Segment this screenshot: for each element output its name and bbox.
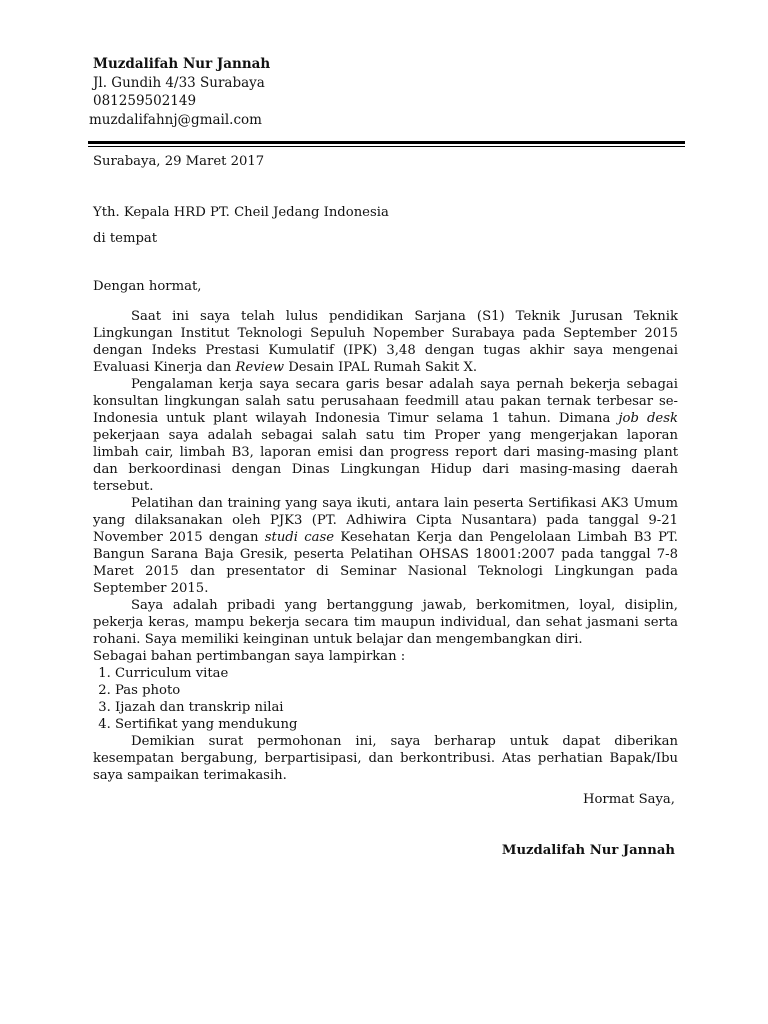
sender-phone: 081259502149 — [93, 93, 197, 109]
paragraph-experience-end: pekerjaan saya adalah sebagai salah satu tim Proper yang mengerjakan laporan limbah cair, limbah B3, laporan emisi dan progress report dari masing-masing plant dan berkoordinasi dengan Dinas Lingkungan Hidup dari masing-masing daerah tersebut. — [93, 428, 678, 494]
list-item: 4. Sertifikat yang mendukung — [115, 716, 678, 733]
closing-phrase: Hormat Saya, — [582, 792, 675, 807]
paragraph-education-text: Saat ini saya telah lulus pendidikan Sarjana (S1) Teknik Jurusan Teknik Lingkungan Institut Teknologi Sepuluh Nopember Surabaya pada September 2015 dengan Indeks Prestasi Kumulatif (IPK) 3,48 dengan tugas akhir saya mengenai Evaluasi Kinerja dan — [93, 309, 678, 375]
sender-header — [89, 55, 693, 129]
sender-address: Jl. Gundih 4/33 Surabaya — [93, 74, 265, 91]
list-item: 2. Pas photo — [115, 682, 678, 699]
paragraph-education — [93, 308, 678, 376]
list-item: 3. Ijazah dan transkrip nilai — [115, 699, 678, 716]
recipient-line-2: di tempat — [93, 231, 158, 246]
paragraph-education-italic: Review — [235, 360, 284, 375]
sender-name: Muzdalifah Nur Jannah — [93, 56, 271, 72]
paragraph-training-end: Kesehatan Kerja dan Pengelolaan Limbah B3 PT. Bangun Sarana Baja Gresik, peserta Pelatihan OHSAS 18001:2007 pada tanggal 7-8 Maret 2015 dan presentator di Seminar Nasional Teknologi Lingkungan pada September 2015. — [93, 530, 679, 596]
letter-body — [93, 308, 678, 784]
paragraph-closing: Demikian surat permohonan ini, saya berharap untuk dapat diberikan kesempatan bergabung, berpartisipasi, dan berkontribusi. Atas perhatian Bapak/Ibu saya sampaikan terimakasih. — [93, 734, 678, 783]
signature-name: Muzdalifah Nur Jannah — [501, 843, 675, 858]
date-line: Surabaya, 29 Maret 2017 — [93, 154, 265, 169]
header-divider-thick — [88, 141, 685, 144]
paragraph-experience-text: Pengalaman kerja saya secara garis besar adalah saya pernah bekerja sebagai konsultan lingkungan salah satu perusahaan feedmill atau pakan ternak terbesar se-Indonesia untuk plant wilayah Indonesia Timur selama 1 tahun. Dimana — [93, 377, 678, 426]
paragraph-training-italic: studi case — [264, 530, 335, 545]
sender-email: muzdalifahnj@gmail.com — [89, 111, 262, 128]
paragraph-personality: Saya adalah pribadi yang bertanggung jawab, berkomitmen, loyal, disiplin, pekerja keras, mampu bekerja secara tim maupun individual, dan sehat jasmani serta rohani. Saya memiliki keinginan untuk belajar dan mengembangkan diri. — [93, 598, 678, 647]
header-divider-thin — [88, 146, 685, 147]
list-item: 1. Curriculum vitae — [115, 665, 678, 682]
paragraph-training-text: Pelatihan dan training yang saya ikuti, antara lain peserta Sertifikasi AK3 Umum yang dilaksanakan oleh PJK3 (PT. Adhiwira Cipta Nusantara) pada tanggal 9-21 November 2015 dengan — [93, 496, 678, 545]
paragraph-education-end: Desain IPAL Rumah Sakit X. — [284, 360, 478, 375]
paragraph-training — [93, 495, 678, 597]
salutation: Dengan hormat, — [93, 279, 202, 294]
paragraph-experience — [93, 376, 678, 495]
attachments-intro: Sebagai bahan pertimbangan saya lampirkan : — [93, 649, 406, 664]
recipient-line-1: Yth. Kepala HRD PT. Cheil Jedang Indonesia — [93, 205, 389, 220]
paragraph-experience-italic: job desk — [618, 411, 678, 426]
attachments-list — [93, 665, 678, 733]
